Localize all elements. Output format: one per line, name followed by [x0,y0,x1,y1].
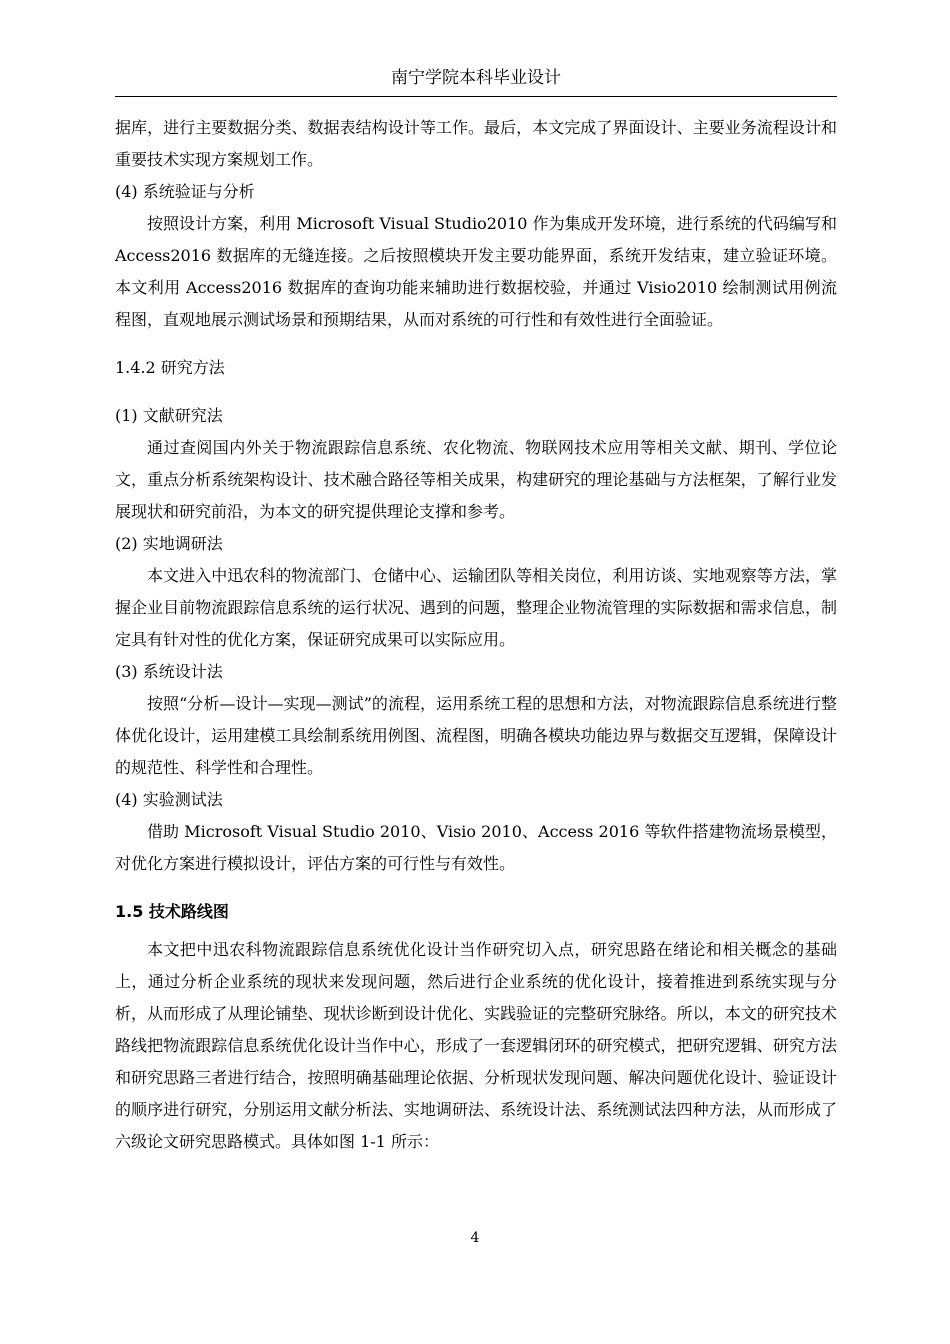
subheading-experiment-test: (4) 实验测试法 [115,790,223,809]
subheading-field-research: (2) 实地调研法 [115,534,223,553]
paragraph-experiment-test: 借助 Microsoft Visual Studio 2010、Visio 2010、Access 2016 等软件搭建物流场景模型，对优化方案进行模拟设计，评估方案的可行性与有效性。 [115,822,837,873]
subheading-literature-method: (1) 文献研究法 [115,406,223,425]
section-heading-1-5: 1.5 技术路线图 [115,902,229,921]
paragraph-data-design: 据库，进行主要数据分类、数据表结构设计等工作。最后，本文完成了界面设计、主要业务流程设计和重要技术实现方案规划工作。 [115,118,837,169]
paragraph-system-design-method: 按照“分析—设计—实现—测试”的流程，运用系统工程的思想和方法，对物流跟踪信息系统进行整体优化设计，运用建模工具绘制系统用例图、流程图，明确各模块功能边界与数据交互逻辑，保障设计的规范性、科学性和合理性。 [115,694,837,777]
page-header: 南宁学院本科毕业设计 [115,60,837,97]
paragraph-field-research: 本文进入中迅农科的物流部门、仓储中心、运输团队等相关岗位，利用访谈、实地观察等方法，掌握企业目前物流跟踪信息系统的运行状况、遇到的问题，整理企业物流管理的实际数据和需求信息，制定具有针对性的优化方案，保证研究成果可以实际应用。 [115,566,837,649]
paragraph-technical-roadmap: 本文把中迅农科物流跟踪信息系统优化设计当作研究切入点，研究思路在绪论和相关概念的基础上，通过分析企业系统的现状来发现问题，然后进行企业系统的优化设计，接着推进到系统实现与分析，从而形成了从理论铺垫、现状诊断到设计优化、实践验证的完整研究脉络。所以，本文的研究技术路线把物流跟踪信息系统优化设计当作中心，形成了一套逻辑闭环的研究模式，把研究逻辑、研究方法和研究思路三者进行结合，按照明确基础理论依据、分析现状发现问题、解决问题优化设计、验证设计的顺序进行研究，分别运用文献分析法、实地调研法、系统设计法、系统测试法四种方法，从而形成了六级论文研究思路模式。具体如图 1-1 所示： [115,940,837,1151]
subheading-system-verification: (4) 系统验证与分析 [115,182,255,201]
paragraph-literature-method: 通过查阅国内外关于物流跟踪信息系统、农化物流、物联网技术应用等相关文献、期刊、学位论文，重点分析系统架构设计、技术融合路径等相关成果，构建研究的理论基础与方法框架，了解行业发展现状和研究前沿，为本文的研究提供理论支撑和参考。 [115,438,837,521]
section-heading-1-4-2: 1.4.2 研究方法 [115,358,225,377]
document-body [115,112,837,1158]
subheading-system-design-method: (3) 系统设计法 [115,662,223,681]
paragraph-system-verification: 按照设计方案，利用 Microsoft Visual Studio2010 作为集成开发环境，进行系统的代码编写和 Access2016 数据库的无缝连接。之后按照模块开发主要功能界面，系统开发结束，建立验证环境。本文利用 Access2016 数据库的查询功能来辅助进行数据校验，并通过 Visio2010 绘制测试用例流程图，直观地展示测试场景和预期结果，从而对系统的可行性和有效性进行全面验证。 [115,214,837,329]
page-number: 4 [470,1230,480,1246]
